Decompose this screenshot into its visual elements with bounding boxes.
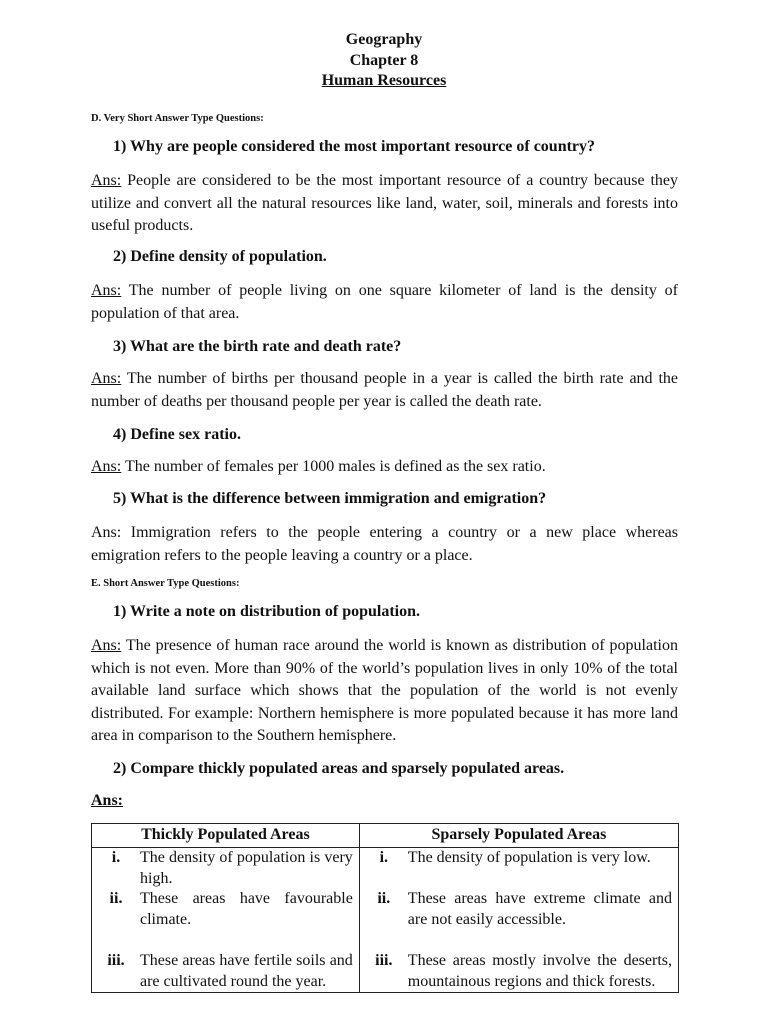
answer-d2 xyxy=(91,280,678,325)
subject-title: Geography xyxy=(345,31,423,48)
section-e-heading: E. Short Answer Type Questions: xyxy=(91,578,240,589)
chapter-title: Chapter 8 xyxy=(349,52,419,69)
page-title-text: Human Resources xyxy=(321,72,447,89)
question-d3: 3) What are the birth rate and death rate? xyxy=(113,338,402,355)
table-row xyxy=(92,889,679,951)
section-d-heading: D. Very Short Answer Type Questions: xyxy=(91,113,264,124)
answer-d4 xyxy=(91,456,678,479)
row-number: ii. xyxy=(377,890,391,907)
comparison-table xyxy=(91,823,679,993)
answer-text: Immigration refers to the people entering a country or a new place whereas emigration refers to the people leaving a country or a place. xyxy=(91,524,678,564)
row-number: iii. xyxy=(375,952,393,969)
question-d1: 1) Why are people considered the most important resource of country? xyxy=(113,138,596,155)
answer-label: Ans: xyxy=(91,524,122,541)
answer-text: People are considered to be the most important resource of a country because they utilize and convert all the natural resources like land, water, soil, minerals and forests into useful products. xyxy=(91,172,678,234)
sparsely-cell: These areas have extreme climate and are not easily accessible. xyxy=(407,890,672,928)
question-d4: 4) Define sex ratio. xyxy=(113,426,241,443)
answer-d1 xyxy=(91,170,678,238)
question-e1: 1) Write a note on distribution of population. xyxy=(113,603,421,620)
answer-text: The number of births per thousand people in a year is called the birth rate and the number of deaths per thousand people per year is called the death rate. xyxy=(91,370,678,410)
answer-label: Ans: xyxy=(91,172,122,189)
row-number: i. xyxy=(111,849,121,866)
sparsely-cell: These areas mostly involve the deserts, mountainous regions and thick forests. xyxy=(407,952,672,990)
row-number: i. xyxy=(379,849,389,866)
table-row xyxy=(92,951,679,993)
answer-e2-label: Ans: xyxy=(91,792,124,809)
answer-label: Ans: xyxy=(91,637,122,654)
table-row xyxy=(92,848,679,890)
answer-text: The number of people living on one square kilometer of land is the density of population of that area. xyxy=(91,282,678,322)
row-number: iii. xyxy=(107,952,125,969)
question-d5: 5) What is the difference between immigration and emigration? xyxy=(113,490,547,507)
table-header-thickly: Thickly Populated Areas xyxy=(92,824,360,848)
thickly-cell: These areas have favourable climate. xyxy=(140,889,359,951)
answer-label: Ans: xyxy=(91,282,122,299)
answer-label: Ans: xyxy=(91,370,122,387)
sparsely-cell: The density of population is very low. xyxy=(407,849,651,866)
answer-d5 xyxy=(91,522,678,567)
answer-d3 xyxy=(91,368,678,413)
row-number: ii. xyxy=(109,890,123,907)
answer-e1 xyxy=(91,635,678,748)
thickly-cell: The density of population is very high. xyxy=(140,848,359,890)
answer-label: Ans: xyxy=(91,458,122,475)
table-header-sparsely: Sparsely Populated Areas xyxy=(359,824,678,848)
answer-text: The presence of human race around the world is known as distribution of population which is not even. More than 90% of the world’s population lives in only 10% of the total available land surface which shows that the population of the world is not evenly distributed. For example: Northern hemisphere is more populated because it has more land area in comparison to the Southern hemisphere. xyxy=(91,637,678,744)
question-e2: 2) Compare thickly populated areas and sparsely populated areas. xyxy=(113,760,565,777)
table-header-row xyxy=(92,824,679,848)
question-d2: 2) Define density of population. xyxy=(113,248,327,265)
answer-text: The number of females per 1000 males is defined as the sex ratio. xyxy=(121,458,546,475)
page-title xyxy=(0,71,768,91)
thickly-cell: These areas have fertile soils and are cultivated round the year. xyxy=(140,951,359,993)
